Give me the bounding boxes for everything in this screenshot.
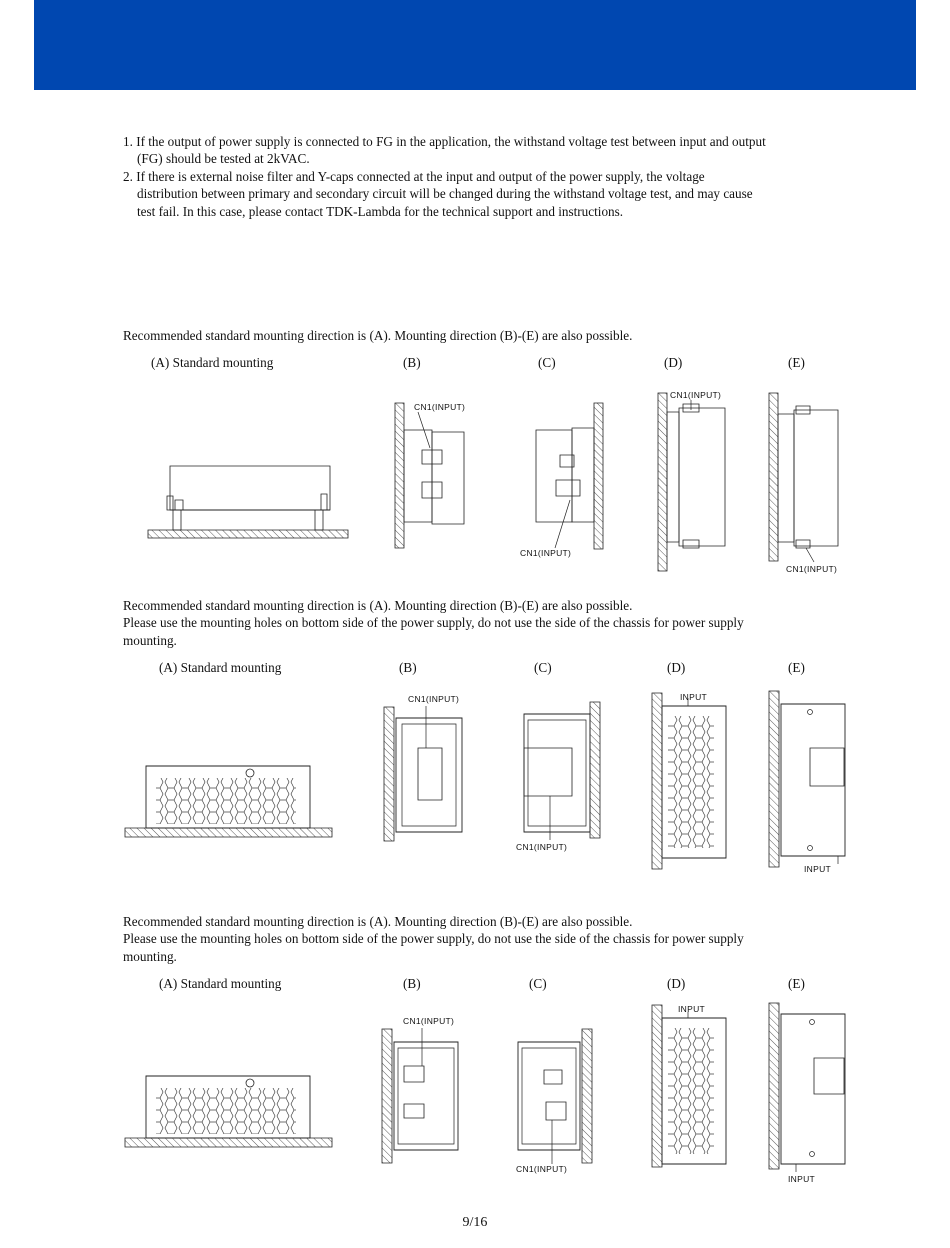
section-1-label-a: (A) Standard mounting bbox=[151, 355, 274, 370]
section-1-figure-a bbox=[145, 460, 350, 540]
section-3-text-2: Please use the mounting holes on bottom side of the power supply, do not use the side of the chassis for power supply bbox=[123, 931, 744, 946]
section-2-figure-c bbox=[520, 700, 604, 842]
section-1-figure-c bbox=[530, 400, 610, 552]
section-3-label-e: (E) bbox=[788, 976, 805, 991]
section-3-callout-d: INPUT bbox=[678, 1004, 705, 1014]
section-1-label-d: (D) bbox=[664, 355, 683, 370]
section-3-text-3: mounting. bbox=[123, 949, 177, 964]
note-2-line-3: test fail. In this case, please contact TDK-Lambda for the technical support and instructions. bbox=[137, 204, 624, 219]
section-3-label-a: (A) Standard mounting bbox=[159, 976, 282, 991]
section-1-callout-b: CN1(INPUT) bbox=[414, 402, 466, 412]
section-1-callout-c: CN1(INPUT) bbox=[520, 548, 572, 558]
section-2-label-a: (A) Standard mounting bbox=[159, 660, 282, 675]
section-2-figure-b bbox=[382, 704, 467, 844]
note-1-line-1: 1. If the output of power supply is connected to FG in the application, the withstand voltage test between input and output bbox=[123, 134, 766, 149]
section-1-callout-d: CN1(INPUT) bbox=[670, 390, 722, 400]
note-2-line-1: 2. If there is external noise filter and Y-caps connected at the input and output of the power supply, the voltage bbox=[123, 169, 705, 184]
section-3-callout-b: CN1(INPUT) bbox=[403, 1016, 455, 1026]
header-banner bbox=[34, 0, 916, 90]
section-2-callout-b: CN1(INPUT) bbox=[408, 694, 460, 704]
section-1-label-b: (B) bbox=[403, 355, 421, 370]
page-number: 9/16 bbox=[462, 1215, 488, 1230]
section-1-figure-b bbox=[392, 400, 472, 550]
section-3-label-c: (C) bbox=[529, 976, 547, 991]
section-3-callout-c: CN1(INPUT) bbox=[516, 1164, 568, 1174]
section-3-callout-e: INPUT bbox=[788, 1174, 815, 1184]
section-1-figure-e bbox=[766, 390, 846, 570]
section-3-label-b: (B) bbox=[403, 976, 421, 991]
section-2-figure-d bbox=[650, 690, 730, 872]
section-2-callout-e: INPUT bbox=[804, 864, 831, 874]
section-2-label-b: (B) bbox=[399, 660, 417, 675]
section-1-text: Recommended standard mounting direction is (A). Mounting direction (B)-(E) are also possible. bbox=[123, 328, 633, 343]
section-2-text-3: mounting. bbox=[123, 633, 177, 648]
section-3-text-1: Recommended standard mounting direction is (A). Mounting direction (B)-(E) are also possible. bbox=[123, 914, 633, 929]
section-2-callout-c: CN1(INPUT) bbox=[516, 842, 568, 852]
section-3-figure-b bbox=[380, 1026, 465, 1166]
section-1-label-c: (C) bbox=[538, 355, 556, 370]
section-2-text-2: Please use the mounting holes on bottom side of the power supply, do not use the side of the chassis for power supply bbox=[123, 615, 744, 630]
section-1-label-e: (E) bbox=[788, 355, 805, 370]
note-1-line-2: (FG) should be tested at 2kVAC. bbox=[137, 151, 310, 166]
section-3-figure-a bbox=[122, 1074, 336, 1150]
section-2-label-c: (C) bbox=[534, 660, 552, 675]
section-3-label-d: (D) bbox=[667, 976, 686, 991]
section-2-callout-d: INPUT bbox=[680, 692, 707, 702]
section-2-figure-e bbox=[766, 688, 850, 870]
section-3-figure-d bbox=[650, 1002, 730, 1170]
section-3-figure-c bbox=[514, 1026, 598, 1166]
note-2-line-2: distribution between primary and secondary circuit will be changed during the withstand voltage test, and may cause bbox=[137, 186, 753, 201]
section-2-label-d: (D) bbox=[667, 660, 686, 675]
section-2-figure-a bbox=[122, 764, 336, 840]
section-2-text-1: Recommended standard mounting direction is (A). Mounting direction (B)-(E) are also possible. bbox=[123, 598, 633, 613]
section-1-callout-e: CN1(INPUT) bbox=[786, 564, 838, 574]
section-3-figure-e bbox=[766, 1000, 850, 1172]
section-1-figure-d bbox=[655, 390, 735, 575]
section-2-label-e: (E) bbox=[788, 660, 805, 675]
